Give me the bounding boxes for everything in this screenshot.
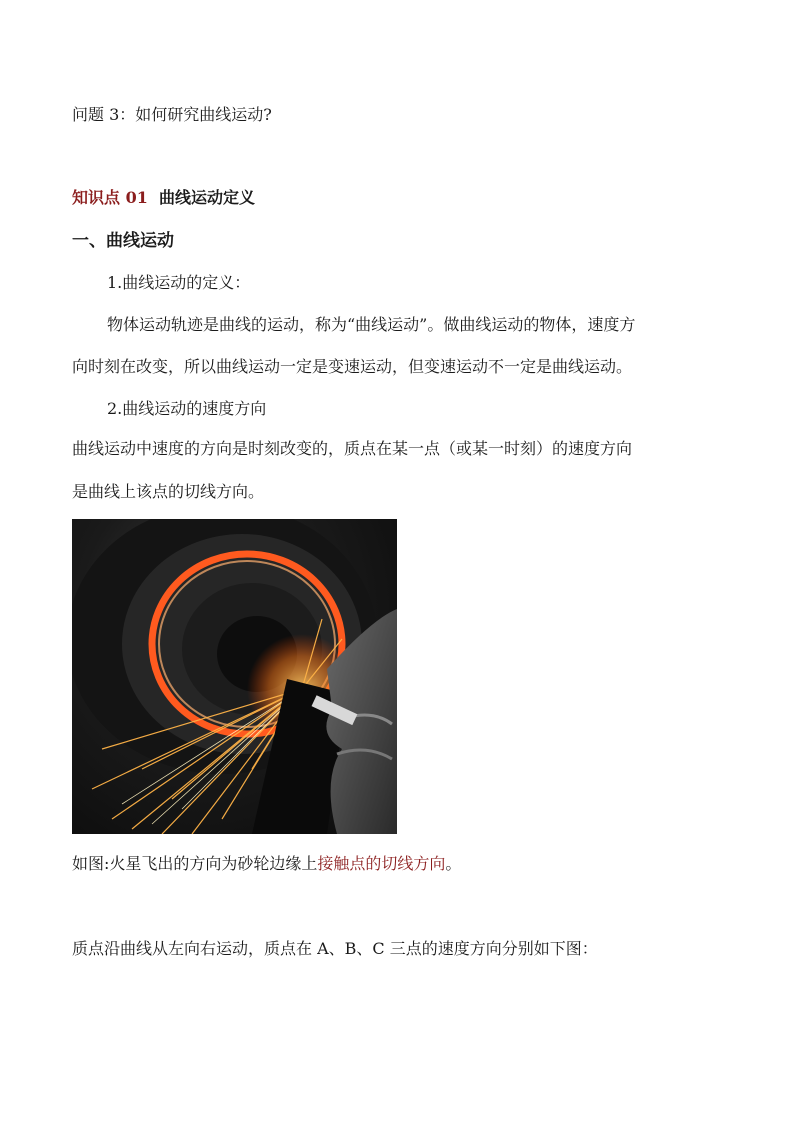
knowledge-title: 曲线运动定义 [158,188,255,207]
section-heading: 一、曲线运动 [72,231,174,251]
abc-points-line: 质点沿曲线从左向右运动，质点在 A、B、C 三点的速度方向分别如下图： [72,939,598,958]
item2-title: 2.曲线运动的速度方向 [107,399,267,418]
photo-caption [72,853,461,875]
grinding-wheel-photo [72,519,397,834]
item1-paragraph-line1: 物体运动轨迹是曲线的运动，称为“曲线运动”。做曲线运动的物体，速度方 [107,315,636,334]
item2-paragraph-line1: 曲线运动中速度的方向是时刻改变的，质点在某一点（或某一时刻）的速度方向 [72,439,633,458]
knowledge-heading [72,187,255,209]
item2-paragraph-line2: 是曲线上该点的切线方向。 [72,482,265,501]
caption-highlight: 接触点的切线方向 [317,854,446,873]
caption-prefix: 如图:火星飞出的方向为砂轮边缘上 [72,854,318,873]
knowledge-label: 知识点 01 [72,188,148,207]
caption-suffix: 。 [445,854,462,873]
item1-paragraph-line2: 向时刻在改变，所以曲线运动一定是变速运动，但变速运动不一定是曲线运动。 [72,357,633,376]
item1-title: 1.曲线运动的定义： [107,273,251,292]
question-line: 问题 3：如何研究曲线运动? [72,105,272,124]
